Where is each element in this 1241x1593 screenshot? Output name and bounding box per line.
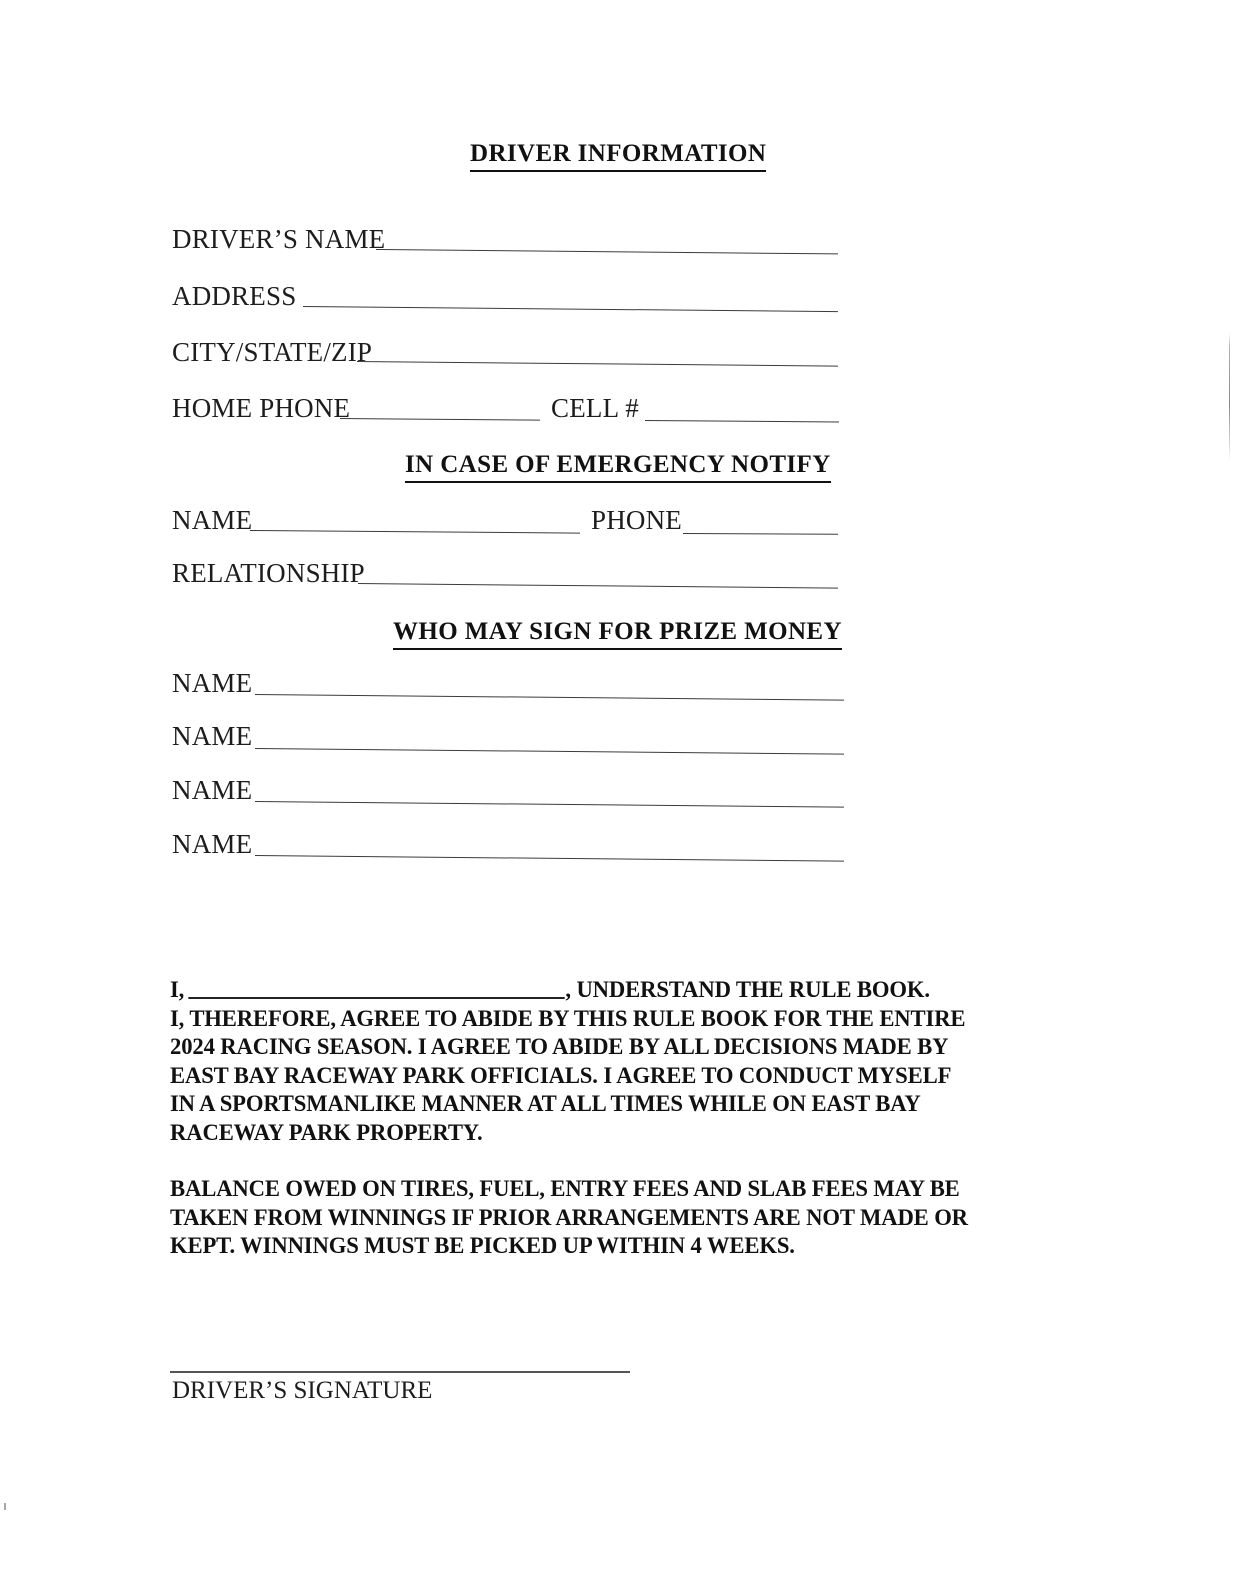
section-heading-prize-money-text: WHO MAY SIGN FOR PRIZE MONEY	[393, 618, 842, 650]
agreement-paragraph-gap	[170, 1147, 1019, 1175]
field-line-prize-name-1[interactable]	[255, 694, 844, 701]
label-cell-number: CELL #	[551, 393, 639, 423]
section-heading-emergency-text: IN CASE OF EMERGENCY NOTIFY	[405, 451, 831, 483]
label-city-state-zip: CITY/STATE/ZIP	[172, 337, 373, 367]
agreement-p1-line-3: EAST BAY RACEWAY PARK OFFICIALS. I AGREE TO CONDUCT MYSELF	[170, 1062, 952, 1089]
agreement-p1-line-5: RACEWAY PARK PROPERTY.	[170, 1119, 483, 1146]
label-prize-name-2: NAME	[172, 721, 253, 751]
label-address: ADDRESS	[172, 281, 297, 311]
section-heading-prize-money	[393, 618, 842, 650]
label-drivers-name: DRIVER’S NAME	[172, 224, 386, 254]
label-emergency-name: NAME	[172, 505, 253, 535]
field-line-emergency-name[interactable]	[250, 530, 580, 534]
page-title	[470, 140, 766, 172]
label-home-phone: HOME PHONE	[172, 393, 351, 423]
scan-edge-artifact	[1229, 333, 1230, 461]
agreement-p1-line-1: I, THEREFORE, AGREE TO ABIDE BY THIS RULE BOOK FOR THE ENTIRE	[170, 1005, 966, 1032]
field-line-relationship[interactable]	[358, 583, 838, 589]
agreement-name-blank[interactable]	[188, 997, 564, 999]
field-line-home-phone[interactable]	[340, 418, 540, 421]
label-relationship: RELATIONSHIP	[172, 558, 365, 588]
agreement-intro-suffix: , UNDERSTAND THE RULE BOOK.	[565, 977, 930, 1003]
agreement-p2-line-2: TAKEN FROM WINNINGS IF PRIOR ARRANGEMENTS ARE NOT MADE OR	[170, 1204, 968, 1231]
field-line-city-state-zip[interactable]	[357, 361, 838, 367]
agreement-intro-line	[170, 976, 1019, 1005]
agreement-p2-line-1: BALANCE OWED ON TIRES, FUEL, ENTRY FEES AND SLAB FEES MAY BE	[170, 1176, 960, 1202]
label-prize-name-4: NAME	[172, 829, 253, 859]
field-line-address[interactable]	[303, 306, 838, 312]
label-drivers-signature: DRIVER’S SIGNATURE	[172, 1377, 433, 1404]
field-line-emergency-phone[interactable]	[683, 533, 838, 535]
field-line-drivers-name[interactable]	[376, 249, 838, 254]
label-prize-name-1: NAME	[172, 668, 253, 698]
field-line-cell-number[interactable]	[645, 420, 839, 423]
agreement-text-block	[170, 976, 1019, 1261]
field-line-prize-name-3[interactable]	[255, 801, 844, 808]
agreement-p1-line-2: 2024 RACING SEASON. I AGREE TO ABIDE BY ALL DECISIONS MADE BY	[170, 1034, 949, 1060]
agreement-p1-line-4: IN A SPORTSMANLIKE MANNER AT ALL TIMES WHILE ON EAST BAY	[170, 1091, 921, 1117]
field-line-prize-name-2[interactable]	[255, 748, 844, 755]
agreement-p2-line-3: KEPT. WINNINGS MUST BE PICKED UP WITHIN 4 WEEKS.	[170, 1233, 795, 1259]
signature-line[interactable]	[170, 1371, 630, 1373]
section-heading-emergency	[405, 451, 831, 483]
agreement-intro-prefix: I,	[170, 977, 185, 1003]
label-emergency-phone: PHONE	[591, 505, 683, 535]
label-prize-name-3: NAME	[172, 775, 253, 805]
field-line-prize-name-4[interactable]	[255, 855, 844, 862]
page-title-text: DRIVER INFORMATION	[470, 140, 766, 172]
scan-speck-artifact	[4, 1503, 6, 1510]
